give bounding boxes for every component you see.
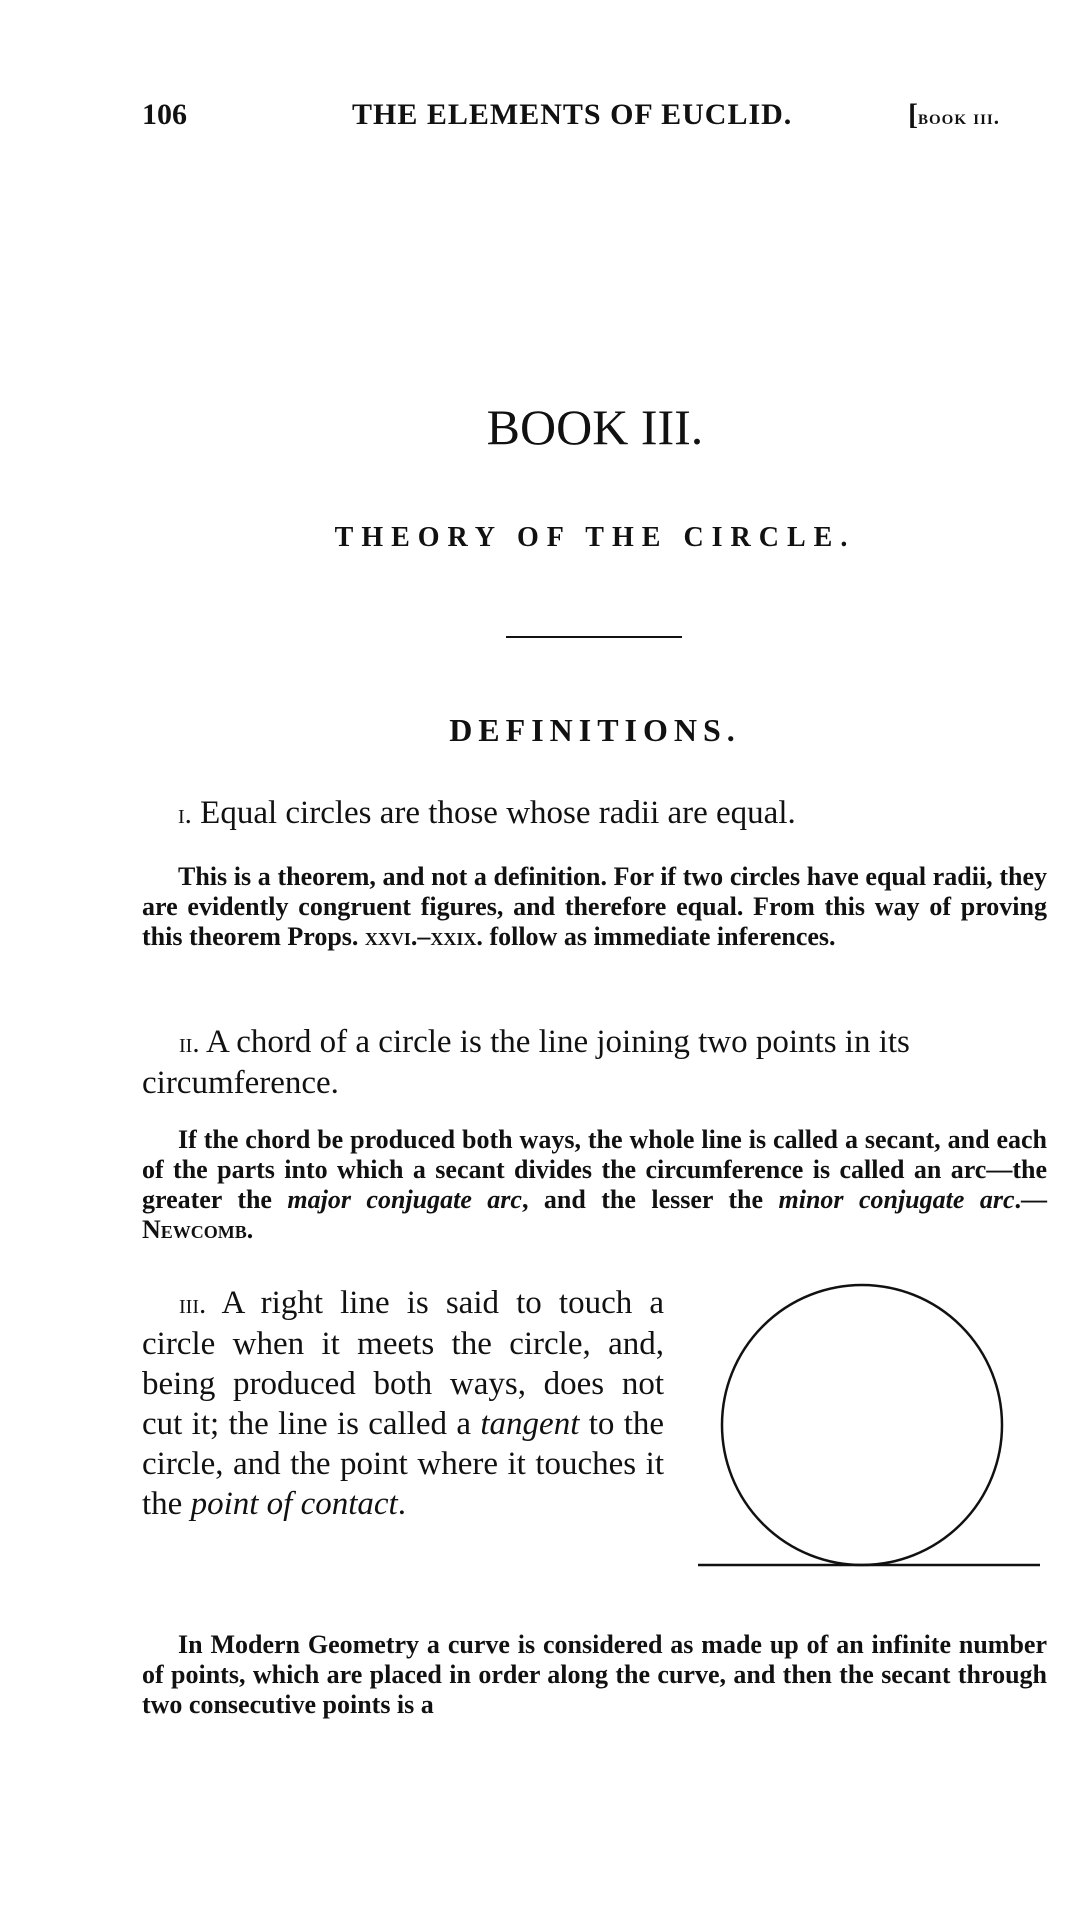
note-text-a: If the chord be produced both ways, the whole line is called a secant, and each of the parts into which a secant divides the circumference is called an arc—the greater the (142, 1125, 1047, 1214)
note-text-end: follow as immediate inferences. (482, 922, 836, 951)
term-tangent: tangent (480, 1406, 580, 1442)
definition-1 (178, 793, 1038, 834)
definition-number: i. (178, 798, 192, 830)
definition-2 (142, 1022, 1047, 1103)
note-text-b: , and the lesser the (521, 1185, 779, 1214)
running-header (0, 98, 1088, 138)
section-heading: DEFINITIONS. (449, 712, 741, 748)
definition-text-b: to the circle, and the point where it touches it the (142, 1406, 665, 1522)
definition-text: A chord of a circle is the line joining two points in its circumference. (142, 1024, 910, 1101)
author-citation: Newcomb. (142, 1215, 254, 1244)
book-title: BOOK III. (486, 399, 704, 455)
definition-text: Equal circles are those whose radii are equal. (191, 795, 796, 831)
definition-text-a: A right line is said to touch a circle when it meets the circle, and, being produced both ways, does not cut it; the line is called a (142, 1285, 664, 1442)
figure-circle (722, 1285, 1002, 1565)
term-major-conjugate-arc: major conjugate arc (287, 1185, 522, 1214)
note-text: This is a theorem, and not a definition. For if two circles have equal radii, they are evidently congruent figures, and therefore equal. From this way of proving this theorem Props. (142, 862, 1047, 951)
note-text-c: .— (1014, 1185, 1048, 1214)
definition-text-c: . (397, 1486, 406, 1522)
chapter-title: THEORY OF THE CIRCLE. (334, 522, 856, 553)
running-title: THE ELEMENTS OF EUCLID. (352, 98, 793, 131)
note-1 (142, 862, 1047, 952)
book-tag-bracket: [ (908, 98, 918, 131)
note-3: In Modern Geometry a curve is considered as made up of an infinite number of points, which are placed in order along the curve, and then the secant through two consecutive points is a (142, 1630, 1047, 1719)
definition-number: ii. (179, 1027, 200, 1059)
page-number: 106 (142, 98, 187, 131)
props-reference: xxvi.–xxix. (364, 922, 483, 951)
title-divider (506, 636, 682, 638)
definition-number: iii. (179, 1288, 207, 1320)
term-minor-conjugate-arc: minor conjugate arc (778, 1185, 1015, 1214)
note-2 (142, 1125, 1047, 1245)
definition-3 (142, 1283, 664, 1524)
book-tag (908, 98, 1000, 132)
term-point-of-contact: point of contact (190, 1486, 398, 1522)
tangent-figure (690, 1275, 1050, 1595)
book-tag-text: book iii. (918, 105, 1001, 129)
